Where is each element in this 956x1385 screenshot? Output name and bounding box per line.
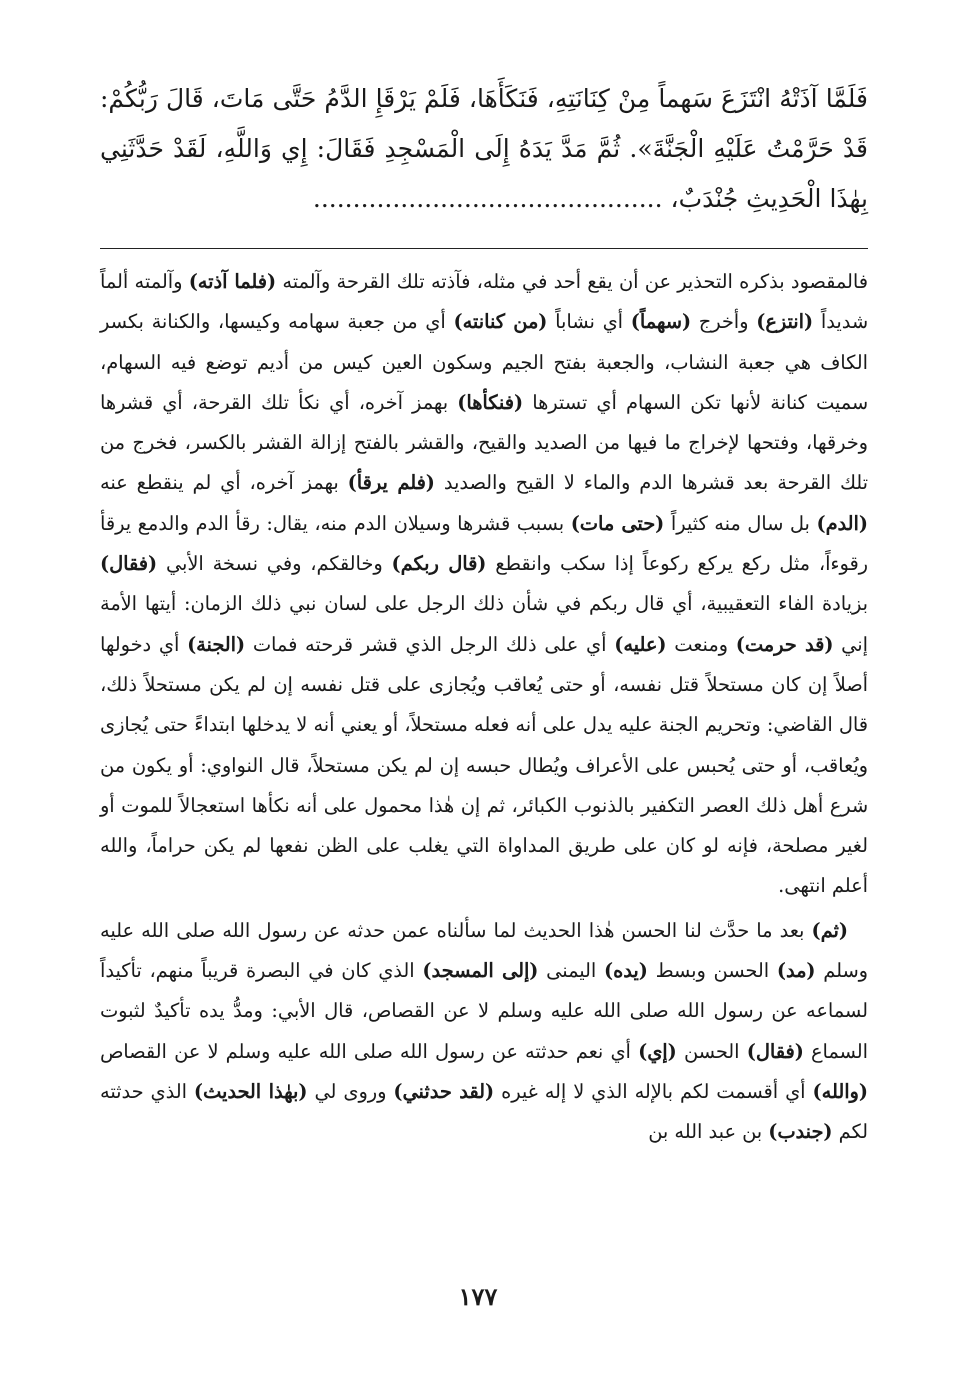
bold-keyword: (فلم يرقأ) <box>347 471 435 495</box>
footnote-divider <box>100 248 868 249</box>
bold-keyword: (قال ربكم) <box>391 552 487 576</box>
page-number: ١٧٧ <box>458 1282 498 1311</box>
bold-keyword: (فقال) <box>100 552 158 576</box>
bold-keyword: (والله) <box>812 1079 868 1103</box>
bold-keyword: (جندب) <box>768 1120 833 1144</box>
bold-keyword: (بهٰذا الحديث) <box>193 1079 308 1103</box>
bold-keyword: (فنكأها) <box>457 390 524 414</box>
bold-keyword: (فلما آذته) <box>188 270 277 293</box>
bold-keyword: (انتزع) <box>756 310 814 334</box>
bold-keyword: (سهماً) <box>630 310 692 334</box>
bold-keyword: (حتى مات) <box>570 511 665 535</box>
bold-keyword: (الجنة) <box>187 632 246 656</box>
bold-keyword: (عليه) <box>614 632 667 656</box>
commentary-paragraph-1: فالمقصود بذكره التحذير عن أن يقع أحد في مثله، فآذته تلك القرحة وآلمته (فلما آذته) وآلمته ألماً شديداً (انتزع) وأخرج (سهماً) أي نشاباً (من كنانته) أي من جعبة سهامه وكيسها، والكنانة بكسر الكاف هي جعبة النشاب، والجعبة بفتح الجيم وسكون العين كيس من أديم توضع فيه السهام، سميت كنانة لأنها تكن السهام أي تسترها (فنكأها) بهمز آخره، أي نكأ تلك القرحة، أي قشرها وخرقها، وفتحها لإخراج ما فيها من الصديد والقيح، والقشر بالفتح إزالة القشر بالكسر، فخرج من تلك القرحة بعد قشرها الدم والماء لا القيح والصديد (فلم يرقأ) بهمز آخره، أي لم ينقطع عنه (الدم) بل سال منه كثيراً (حتى مات) بسبب قشرها وسيلان الدم منه، يقال: رقأ الدم والدمع يرقأ رقوءاً، مثل ركع يركع ركوعاً إذا سكب وانقطع (قال ربكم) وخالقكم، وفي نسخة الأبي (فقال) بزيادة الفاء التعقيبية، أي قال ربكم في شأن ذلك الرجل على لسان نبي ذلك الزمان: أيتها الأمة إني (قد حرمت) ومنعت (عليه) أي على ذلك الرجل الذي قشر قرحته فمات (الجنة) أي دخولها أصلاً إن كان مستحلاً قتل نفسه، أو حتى يُعاقب ويُجازى على قتل نفسه إن لم يكن مستحلاً ذلك، قال القاضي: وتحريم الجنة عليه يدل على أنه فعله مستحلاً، أو يعني أنه لا يدخلها ابتداءً حتى يُجازى ويُعاقب، أو حتى يُحبس على الأعراف ويُطال حبسه إن لم يكن مستحلاً، قال النواوي: أو يكون من شرع أهل ذلك العصر التكفير بالذنوب الكبائر، ثم إن هٰذا محمول على أنه نكأها استعجالاً للموت أو لغير مصلحة، فإنه لو كان على طريق المداواة التي يغلب على الظن نفعها لم يكن حراماً، والله أعلم انتهى. <box>100 270 869 898</box>
bold-keyword: (مد) <box>776 959 816 983</box>
bold-keyword: (إلى المسجد) <box>422 959 539 983</box>
bold-keyword: (إي) <box>638 1039 677 1063</box>
bold-keyword: (قد حرمت) <box>735 632 834 656</box>
bold-keyword: (فقال) <box>746 1039 804 1063</box>
bold-keyword: (الدم) <box>816 511 869 535</box>
bold-keyword: (من كنانته) <box>453 310 548 334</box>
bold-keyword: (يده) <box>604 959 648 983</box>
bold-keyword: (ثم) <box>811 918 848 942</box>
commentary-paragraph-2: (ثم) بعد ما حدَّث لنا الحسن هٰذا الحديث لما سألناه عمن حدثه عن رسول الله صلى الله عليه وسلم (مد) الحسن وبسط (يده) اليمنى (إلى المسجد) الذي كان في البصرة قريباً منهم، تأكيداً لسماعه عن رسول الله صلى الله عليه وسلم لا عن القصاص، قال الأبي: ومدُّ يده تأكيدٌ لثبوت السماع (فقال) الحسن (إي) أي نعم حدثته عن رسول الله صلى الله عليه وسلم لا عن القصاص (والله) أي أقسمت لكم بالإله الذي لا إله غيره (لقد حدثني) وروى لي (بهٰذا الحديث) الذي حدثته لكم (جندب) بن عبد الله بن <box>100 918 868 1144</box>
commentary-section <box>100 262 868 1153</box>
hadith-text: فَلَمَّا آذَتْهُ انْتَزَعَ سَهماً مِنْ كِنَانَتِهِ، فَنَكَأَهَا، فَلَمْ يَرْقَإِ الدَّمُ حَتَّى مَاتَ، قَالَ رَبُّكُمْ: قَدْ حَرَّمْتُ عَلَيْهِ الْجَنَّةَ». ثُمَّ مَدَّ يَدَهُ إِلَى الْمَسْجِدِ فَقَالَ: إِي وَاللَّهِ، لَقَدْ حَدَّثَنِي بِهٰذَا الْحَدِيثِ جُنْدَبٌ، ............................................ <box>100 84 868 213</box>
bold-keyword: (لقد حدثني) <box>393 1079 495 1103</box>
